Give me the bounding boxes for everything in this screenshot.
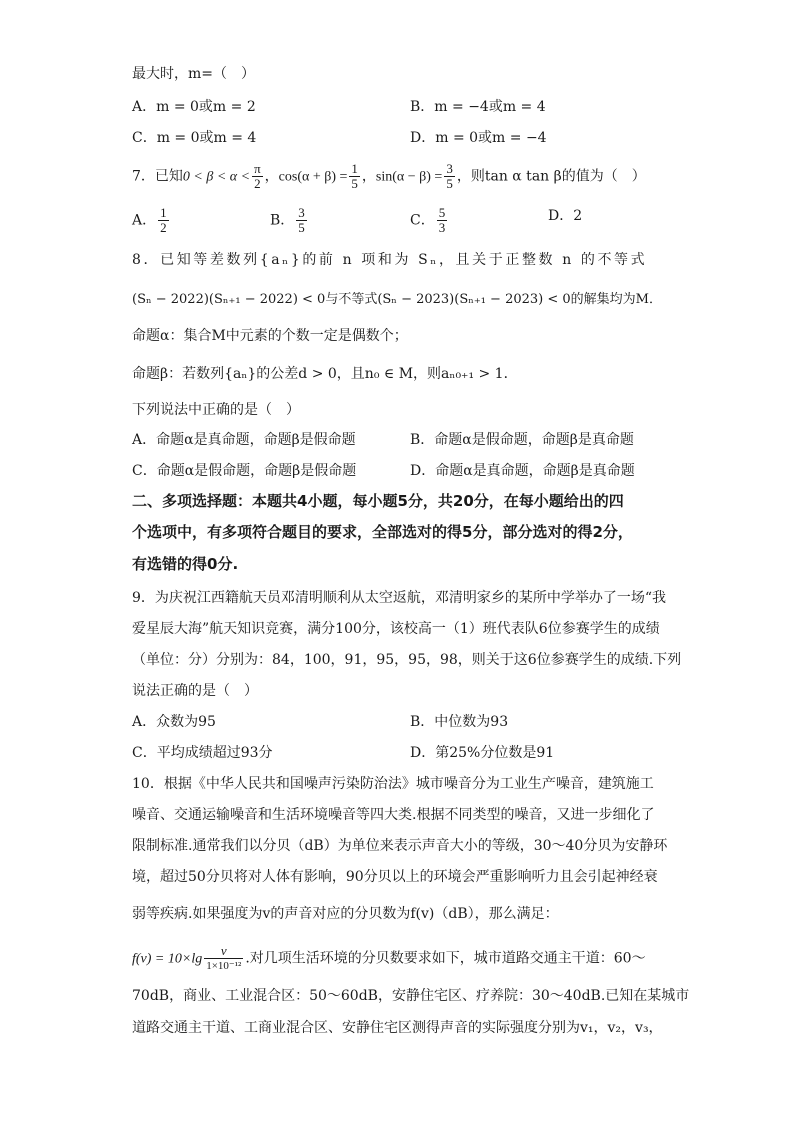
section2-heading-line3: 有选错的得0分. bbox=[132, 555, 239, 573]
q8-stem-line1: 8．已知等差数列{aₙ}的前 n 项和为 Sₙ，且关于正整数 n 的不等式 bbox=[132, 252, 648, 268]
q7-option-b-den: 5 bbox=[298, 220, 305, 235]
q6-option-b: B．m = −4或m = 4 bbox=[410, 99, 546, 115]
q7-cos-den: 5 bbox=[351, 176, 358, 191]
q6-option-a: A．m = 0或m = 2 bbox=[132, 99, 256, 115]
q9-option-d: D．第25%分位数是91 bbox=[410, 745, 555, 761]
q7-prefix: 7．已知 bbox=[132, 168, 183, 185]
q9-stem-line1: 9．为庆祝江西籍航天员邓清明顺利从太空返航，邓清明家乡的某所中学举办了一场“我 bbox=[132, 590, 667, 606]
q7-option-b-label: B． bbox=[270, 212, 295, 229]
q8-option-b: B．命题α是假命题，命题β是真命题 bbox=[410, 432, 634, 448]
q10-formula-num: v bbox=[204, 944, 243, 959]
q8-proposition-beta: 命题β：若数列{aₙ}的公差d > 0，且n₀ ∈ M，则aₙ₀₊₁ > 1． bbox=[132, 366, 518, 382]
q7-option-a-num: 1 bbox=[160, 205, 167, 220]
q6-stem-tail: 最大时，m=（ ） bbox=[132, 66, 256, 82]
q10-stem-line4: 境，超过50分贝将对人体有影响，90分贝以上的环境会严重影响听力且会引起神经衰 bbox=[132, 869, 658, 885]
q7-pi-den: 2 bbox=[254, 176, 261, 191]
q9-option-b: B．中位数为93 bbox=[410, 714, 509, 730]
q7-sin-fraction bbox=[444, 162, 455, 191]
q7-option-d: D．2 bbox=[548, 208, 583, 224]
q10-formula-line bbox=[132, 944, 646, 973]
q6-option-c: C．m = 0或m = 4 bbox=[132, 130, 257, 146]
q7-pi-num: π bbox=[254, 161, 261, 176]
q7-stem bbox=[132, 162, 646, 191]
q10-stem-line7: 70dB，商业、工业混合区：50～60dB，安静住宅区、疗养院：30～40dB.已知在某城市 bbox=[132, 988, 690, 1004]
q10-stem-line8: 道路交通主干道、工商业混合区、安静住宅区测得声音的实际强度分别为v₁，v₂，v₃， bbox=[132, 1020, 663, 1036]
q7-cos-fraction bbox=[349, 162, 360, 191]
q9-option-c: C．平均成绩超过93分 bbox=[132, 745, 273, 761]
q7-sin-den: 5 bbox=[446, 176, 453, 191]
q8-option-d: D．命题α是真命题，命题β是真命题 bbox=[410, 463, 635, 479]
q7-tail: ，则tan α tan β的值为（ ） bbox=[456, 168, 646, 185]
q7-option-c-num: 5 bbox=[438, 205, 446, 220]
q7-option-a-den: 2 bbox=[160, 220, 167, 235]
q10-stem-line3: 限制标准.通常我们以分贝（dB）为单位来表示声音大小的等级，30～40分贝为安静环 bbox=[132, 838, 668, 854]
q10-formula-tail: .对几项生活环境的分贝数要求如下，城市道路交通主干道：60～ bbox=[245, 950, 646, 967]
q7-option-c bbox=[410, 206, 449, 235]
q7-cos: ，cos(α + β) = bbox=[264, 169, 348, 185]
q10-formula-fraction bbox=[204, 944, 243, 973]
q9-stem-line3: （单位：分）分别为：84，100，91，95，95，98，则关于这6位参赛学生的成绩.下列 bbox=[132, 652, 682, 668]
q10-formula-lhs: f(v) = 10×lg bbox=[132, 951, 203, 967]
q8-option-a: A．命题α是真命题，命题β是假命题 bbox=[132, 432, 356, 448]
q9-stem-line4: 说法正确的是（ ） bbox=[132, 683, 258, 699]
q7-option-c-label: C． bbox=[410, 212, 435, 229]
q7-option-a-label: A． bbox=[132, 212, 157, 229]
q8-proposition-alpha: 命题α：集合M中元素的个数一定是偶数个； bbox=[132, 328, 408, 344]
q7-sin: ，sin(α − β) = bbox=[361, 169, 443, 185]
q7-option-c-den: 3 bbox=[438, 220, 446, 235]
section2-heading-line2: 个选项中，有多项符合题目的要求，全部选对的得5分，部分选对的得2分， bbox=[132, 523, 633, 541]
q10-stem-line5: 弱等疾病.如果强度为v的声音对应的分贝数为f(v)（dB），那么满足： bbox=[132, 906, 559, 922]
q8-question: 下列说法中正确的是（ ） bbox=[132, 402, 300, 418]
q7-sin-num: 3 bbox=[446, 161, 453, 176]
q7-pi-fraction bbox=[252, 162, 263, 191]
q10-stem-line1: 10．根据《中华人民共和国噪声污染防治法》城市噪音分为工业生产噪音，建筑施工 bbox=[132, 776, 654, 792]
section2-heading-line1: 二、多项选择题：本题共4小题，每小题5分，共20分，在每小题给出的四 bbox=[132, 492, 624, 510]
q7-cos-num: 1 bbox=[351, 161, 358, 176]
q7-condition: 0 < β < α < bbox=[182, 169, 251, 185]
q9-option-a: A．众数为95 bbox=[132, 714, 216, 730]
q7-option-b bbox=[270, 206, 309, 235]
q10-stem-line2: 噪音、交通运输噪音和生活环境噪音等四大类.根据不同类型的噪音，又进一步细化了 bbox=[132, 807, 655, 823]
q6-option-d: D．m = 0或m = −4 bbox=[410, 130, 547, 146]
q9-stem-line2: 爱星辰大海”航天知识竞赛，满分100分，该校高一（1）班代表队6位参赛学生的成绩 bbox=[132, 621, 660, 637]
q7-option-a bbox=[132, 206, 171, 235]
q10-formula-den: 1×10⁻¹² bbox=[206, 960, 242, 972]
q8-stem-line2: (Sₙ − 2022)(Sₙ₊₁ − 2022) < 0与不等式(Sₙ − 2023)(Sₙ₊₁ − 2023) < 0的解集均为M． bbox=[132, 292, 662, 307]
q8-option-c: C．命题α是假命题，命题β是假命题 bbox=[132, 463, 357, 479]
q7-option-b-num: 3 bbox=[298, 205, 305, 220]
